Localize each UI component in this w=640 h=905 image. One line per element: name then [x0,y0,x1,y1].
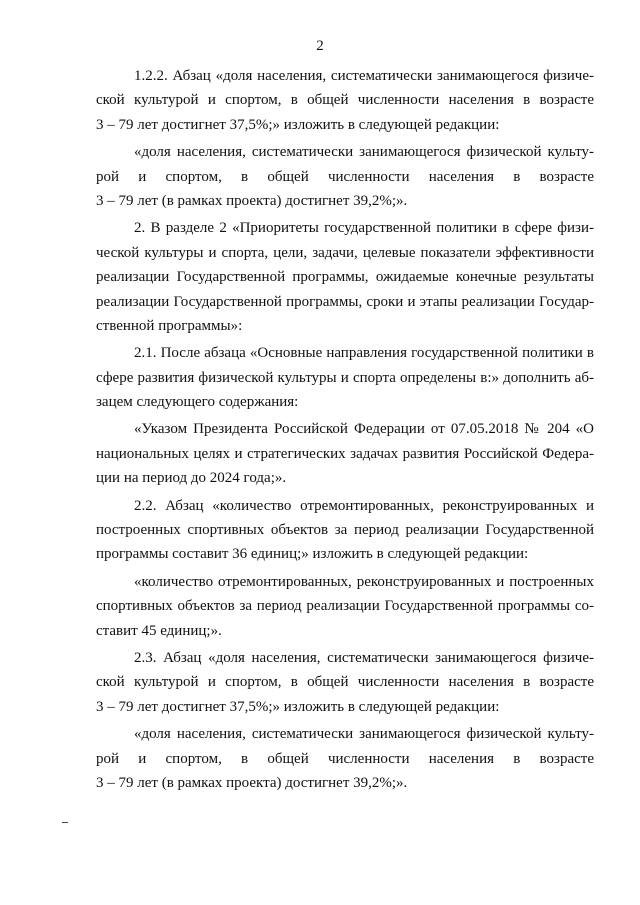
text-line: 3 – 79 лет (в рамках проекта) достигнет 39,2%;». [96,774,408,791]
text-line: 2.3. Абзац «доля населения, систематически занимающегося физиче- [134,649,594,666]
text-line: реализации Государственной программы, сроки и этапы реализации Государ- [96,293,594,310]
document-body [96,64,594,798]
text-line: 1.2.2. Абзац «доля населения, систематически занимающегося физиче- [134,68,594,84]
text-line: рой и спортом, в общей численности населения в возрасте [96,168,594,185]
paragraph-quote-3 [96,570,594,643]
margin-mark [62,822,68,823]
page-number: 2 [316,38,324,54]
paragraph-quote-2 [96,417,594,490]
text-line: рой и спортом, в общей численности населения в возрасте [96,750,594,767]
text-line: зацем следующего содержания: [96,394,299,411]
text-line: «доля населения, систематически занимающегося физической культу- [134,144,594,161]
text-line: ческой культуры и спорта, цели, задачи, целевые показатели эффективности [96,244,594,261]
text-line: программы составит 36 единиц;» изложить в следующей редакции: [96,546,529,563]
text-line: 3 – 79 лет достигнет 37,5%;» изложить в следующей редакции: [96,116,500,133]
text-line: «Указом Президента Российской Федерации от 07.05.2018 № 204 «О [134,421,594,438]
text-line: спортивных объектов за период реализации Государственной программы со- [96,598,594,615]
text-line: ской культурой и спортом, в общей численности населения в возрасте [96,92,594,109]
paragraph-quote-4 [96,722,594,795]
text-line: 2.2. Абзац «количество отремонтированных, реконструированных и [134,497,594,514]
paragraph-quote-1 [96,140,594,213]
text-line: сфере развития физической культуры и спорта определены в:» дополнить аб- [96,369,594,386]
text-line: 3 – 79 лет (в рамках проекта) достигнет 39,2%;». [96,192,408,209]
paragraph-1-2-2 [96,64,594,137]
text-line: ственной программы»: [96,317,243,334]
text-line: ции на период до 2024 года;». [96,470,287,487]
paragraph-2-1 [96,341,594,414]
paragraph-2-3 [96,646,594,719]
text-line: «доля населения, систематически занимающегося физической культу- [134,726,594,743]
text-line: 2. В разделе 2 «Приоритеты государственной политики в сфере физи- [134,220,594,237]
text-line: реализации Государственной программы, ожидаемые конечные результаты [96,269,594,286]
text-line: 3 – 79 лет достигнет 37,5%;» изложить в следующей редакции: [96,698,500,715]
paragraph-2-2 [96,494,594,567]
text-line: 2.1. После абзаца «Основные направления государственной политики в [134,345,594,362]
text-line: построенных спортивных объектов за период реализации Государственной [96,522,594,539]
text-line: ставит 45 единиц;». [96,622,222,639]
text-line: «количество отремонтированных, реконструированных и построенных [134,573,594,590]
paragraph-2 [96,216,594,338]
text-line: национальных целях и стратегических задачах развития Российской Федера- [96,445,594,462]
text-line: ской культурой и спортом, в общей численности населения в возрасте [96,674,594,691]
